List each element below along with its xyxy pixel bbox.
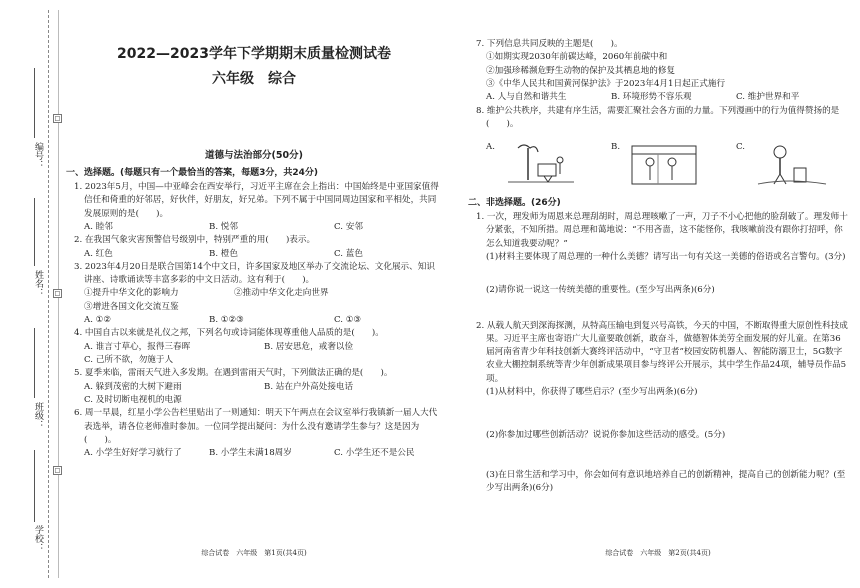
page-1 bbox=[66, 0, 442, 588]
option-c[interactable]: C. 及时切断电视机的电源 bbox=[84, 394, 182, 405]
class-label: 班级： bbox=[32, 402, 43, 429]
exam-title: 2022—2023学年下学期期末质量检测试卷 bbox=[117, 46, 391, 62]
option-a[interactable]: A. 人与自然和谐共生 bbox=[486, 92, 567, 103]
option-b[interactable]: B. 橙色 bbox=[209, 248, 238, 259]
question-1-stem: 1. 2023年5月，中国—中亚峰会在西安举行，习近平主席在会上指出：中国始终是中亚国家值得信任和倚重的好邻居，好伙伴，好朋友，好兄弟。下列不属于中国同周边国家和平相处，共同发展原则的是( )。 bbox=[74, 181, 439, 219]
option-c[interactable]: C. ①③ bbox=[334, 315, 362, 326]
option-a[interactable]: A. 谁言寸草心，报得三春晖 bbox=[84, 341, 191, 352]
school-label: 学校： bbox=[32, 525, 43, 552]
question-7-options bbox=[468, 91, 848, 104]
answer-space[interactable] bbox=[468, 264, 848, 284]
option-b[interactable]: B. 环境形势不容乐观 bbox=[611, 92, 692, 103]
option-b[interactable]: B. ①②③ bbox=[209, 315, 244, 326]
item-3: ③增进各国文化交流互鉴 bbox=[84, 301, 179, 312]
part-title: 道德与法治部分(50分) bbox=[205, 150, 303, 161]
option-a[interactable]: A. 躲到茂密的大树下避雨 bbox=[84, 381, 182, 392]
item-2: ②推动中华文化走向世界 bbox=[234, 288, 329, 299]
option-a[interactable]: A. 小学生好好学习就行了 bbox=[84, 448, 182, 459]
essay-1-stem: 1. 一次，理发师为周恩来总理刮胡时，周总理咳嗽了一声，刀子不小心把他的脸刮破了。理发师十分紧张，不知所措。周总理和蔼地说：“不用吝啬，这不能怪你，我咳嗽前没有跟你打招呼，你怎么知道我要动呢？” bbox=[476, 211, 848, 249]
section-heading: 一、选择题。(每题只有一个最恰当的答案，每题3分，共24分) bbox=[66, 168, 319, 178]
option-c[interactable]: C. 维护世界和平 bbox=[736, 92, 800, 103]
option-c[interactable]: C. 安邻 bbox=[334, 221, 363, 232]
question-3-options bbox=[66, 314, 442, 327]
question-5-stem: 5. 夏季来临，雷雨天气进入多发期。在遇到雷雨天气时，下列做法正确的是( )。 bbox=[74, 368, 393, 379]
name-label: 姓名： bbox=[32, 270, 43, 297]
essay-2-sub-3: (3)在日常生活和学习中，你会如何有意识地培养自己的创新精神，提高自己的创新能力呢？(至少写出两条)(6分) bbox=[486, 469, 846, 493]
item-1: ①如期实现2030年前碳达峰，2060年前碳中和 bbox=[486, 52, 668, 63]
question-5-options bbox=[66, 381, 442, 394]
option-a[interactable]: A. 睦邻 bbox=[84, 221, 113, 232]
option-a[interactable]: A. 红色 bbox=[84, 248, 113, 259]
section-1-continued bbox=[468, 38, 848, 131]
essay-1-sub-1: (1)材料主要体现了周总理的一种什么美德？请写出一句有关这一美德的俗语或名言警句。(3分) bbox=[486, 251, 846, 262]
id-label: 编号： bbox=[32, 142, 43, 169]
answer-space[interactable] bbox=[468, 298, 848, 320]
cartoon-b-image bbox=[628, 140, 700, 188]
page-footer: 综合试卷 六年级 第1页(共4页) bbox=[201, 549, 307, 557]
option-c[interactable]: C. bbox=[736, 142, 746, 152]
answer-space[interactable] bbox=[468, 443, 848, 469]
margin-box: □ bbox=[54, 115, 61, 122]
section-2 bbox=[468, 197, 848, 495]
question-7-stem: 7. 下列信息共同反映的主题是( )。 bbox=[476, 39, 623, 49]
cartoon-a-image bbox=[504, 140, 576, 188]
question-1-options bbox=[66, 221, 442, 234]
option-c[interactable]: C. 蓝色 bbox=[334, 248, 363, 259]
class-field[interactable] bbox=[34, 328, 35, 398]
essay-2-sub-1: (1)从材料中，你获得了哪些启示？(至少写出两条)(6分) bbox=[486, 387, 698, 398]
margin-box: □ bbox=[54, 467, 61, 474]
page-2 bbox=[468, 0, 848, 588]
option-c[interactable]: C. 小学生还不是公民 bbox=[334, 448, 415, 459]
option-b[interactable]: B. bbox=[611, 142, 621, 152]
question-3-stem: 3. 2023年4月20日是联合国第14个中文日，许多国家及地区举办了交流论坛、文化展示、知识讲座、诗歌诵读等丰富多彩的中文日活动。这有利于( )。 bbox=[74, 261, 435, 286]
question-2-options bbox=[66, 248, 442, 261]
cartoon-c-image bbox=[756, 140, 828, 188]
item-1: ①提升中华文化的影响力 bbox=[84, 288, 179, 299]
id-field[interactable] bbox=[34, 68, 35, 138]
option-a[interactable]: A. ①② bbox=[84, 315, 112, 326]
option-c[interactable]: C. 己所不欲，勿施于人 bbox=[84, 355, 174, 365]
question-3-items bbox=[66, 287, 442, 300]
option-a[interactable]: A. bbox=[486, 142, 495, 152]
question-6-options bbox=[66, 447, 442, 460]
section-1 bbox=[66, 167, 442, 461]
option-b[interactable]: B. 小学生未满18周岁 bbox=[209, 448, 292, 459]
cut-line bbox=[48, 10, 49, 578]
margin-box: □ bbox=[54, 290, 61, 297]
item-3: ③《中华人民共和国黄河保护法》于2023年4月1日起正式施行 bbox=[486, 78, 726, 89]
school-field[interactable] bbox=[34, 450, 35, 522]
question-8-stem: 8. 维护公共秩序，共建有序生活，需要汇聚社会各方面的力量。下列漫画中的行为值得赞扬的是( )。 bbox=[476, 105, 840, 129]
question-4-stem: 4. 中国自古以来就是礼仪之邦，下列名句或诗词能体现尊重他人品质的是( )。 bbox=[74, 328, 384, 339]
essay-2-sub-2: (2)你参加过哪些创新活动？说说你参加这些活动的感受。(5分) bbox=[486, 430, 726, 441]
option-b[interactable]: B. 站在户外高处接电话 bbox=[264, 381, 354, 392]
page-footer: 综合试卷 六年级 第2页(共4页) bbox=[605, 549, 711, 557]
answer-space[interactable] bbox=[468, 399, 848, 429]
name-field[interactable] bbox=[34, 198, 35, 266]
option-b[interactable]: B. 悦邻 bbox=[209, 221, 238, 232]
essay-2-stem: 2. 从载人航天到深海探测，从特高压输电到复兴号高铁，今天的中国，不断取得重大原创性科技成果。习近平主席也寄语广大儿童要敢创新，敢奋斗，做德智体美劳全面发展的好儿童。在第36届河南省青少年科技创新大赛终评活动中，“守卫者”校园安防机器人、智能防溺卫士，5G数字农业大棚控制系统等青少年创新成果项目参与终评公开展示，其中学生作品24项，辅导员作品5项。 bbox=[476, 320, 848, 384]
option-b[interactable]: B. 居安思危，戒奢以俭 bbox=[264, 341, 354, 352]
section-heading: 二、非选择题。(26分) bbox=[468, 198, 561, 208]
exam-subtitle: 六年级 综合 bbox=[212, 71, 296, 87]
item-2: ②加强珍稀濒危野生动物的保护及其栖息地的修复 bbox=[486, 65, 676, 76]
question-6-stem: 6. 周一早晨，红星小学公告栏里贴出了一则通知：明天下午两点在会议室举行我镇新一届人大代表选举，请各位老师准时参加。一位同学提出疑问：为什么没有邀请学生参与？这是因为( )。 bbox=[74, 408, 438, 445]
question-2-stem: 2. 在我国气象灾害预警信号级别中，特别严重的用( )表示。 bbox=[74, 235, 316, 246]
binding-margin bbox=[0, 0, 66, 588]
question-4-options bbox=[66, 341, 442, 354]
essay-1-sub-2: (2)请你说一说这一传统美德的重要性。(至少写出两条)(6分) bbox=[486, 285, 715, 296]
